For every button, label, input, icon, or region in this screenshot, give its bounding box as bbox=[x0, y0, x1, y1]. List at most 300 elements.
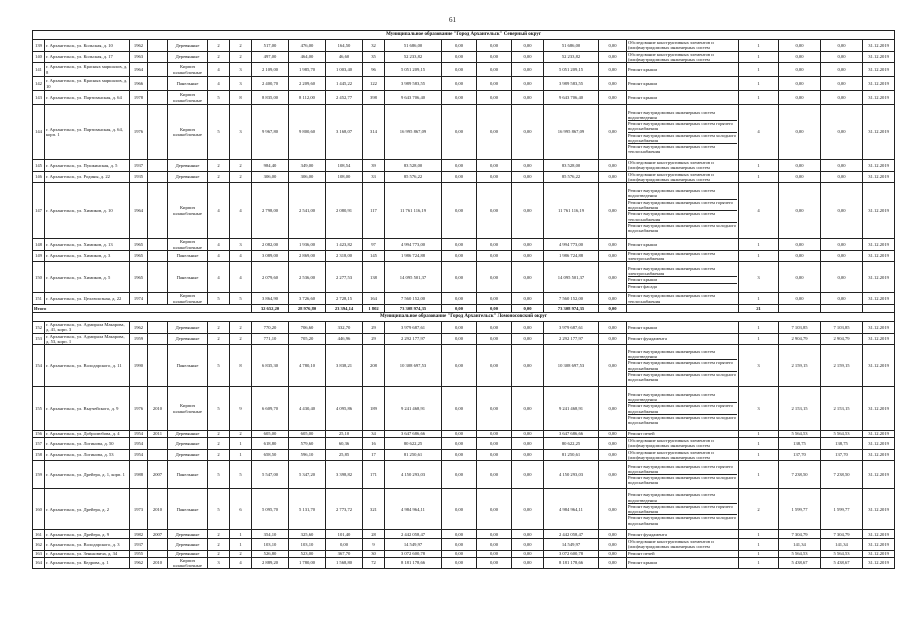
completion-date: 31.12.2019 bbox=[863, 91, 895, 105]
row-number: 147 bbox=[33, 183, 45, 239]
federal-funds: 0,00 bbox=[442, 539, 477, 551]
work-types bbox=[627, 183, 739, 239]
total-cost: 51 686,00 bbox=[385, 40, 442, 52]
regional-funds: 0,00 bbox=[477, 40, 512, 52]
work-item: Ремонт печей bbox=[628, 551, 655, 557]
owner-funds: 9 643 706,40 bbox=[544, 91, 599, 105]
regional-funds: 0,00 bbox=[477, 91, 512, 105]
max-unit-cost: 2 153,15 bbox=[821, 387, 863, 431]
build-year: 1973 bbox=[130, 489, 148, 530]
federal-funds: 0,00 bbox=[442, 431, 477, 438]
wall-material: Кирпич шлакоблочные bbox=[168, 183, 208, 239]
floors-count: 4 bbox=[208, 250, 230, 262]
work-item: Ремонт внутридомовых инженерных систем горячего водоснабжения bbox=[628, 199, 737, 211]
reconstruction-year: 2007 bbox=[148, 461, 168, 489]
residential-area: 2 773,72 bbox=[326, 489, 363, 530]
federal-funds-sum: 0,00 bbox=[442, 304, 477, 312]
work-types bbox=[627, 239, 739, 251]
residential-area: 1 423,82 bbox=[326, 239, 363, 251]
owner-funds: 10 308 697,53 bbox=[544, 345, 599, 387]
owner-funds: 1 986 724,88 bbox=[544, 250, 599, 262]
work-types bbox=[627, 387, 739, 431]
entrances-count: 2 bbox=[230, 160, 252, 172]
work-item: Ремонт внутридомовых инженерных систем водоотведения bbox=[628, 391, 715, 402]
build-year: 1955 bbox=[130, 550, 148, 557]
regional-funds: 0,00 bbox=[477, 293, 512, 305]
total-area: 526,80 bbox=[252, 550, 289, 557]
work-item: Обследование конструктивных элементов и (или)внутридомовых инженерных систем bbox=[628, 171, 714, 182]
regional-funds: 0,00 bbox=[477, 63, 512, 77]
residential-area: 332,70 bbox=[326, 321, 363, 333]
residents-count: 97 bbox=[363, 239, 385, 251]
completion-date: 31.12.2019 bbox=[863, 530, 895, 539]
address-cell: г. Архангельск, ул. Володарского, д. 11 bbox=[45, 345, 130, 387]
work-types bbox=[627, 51, 739, 63]
work-item: Обследование конструктивных элементов и (или)внутридомовых инженерных систем bbox=[628, 449, 714, 460]
federal-funds: 0,00 bbox=[442, 105, 477, 160]
owner-funds: 8 181 178,66 bbox=[544, 557, 599, 569]
repair-program-table bbox=[32, 30, 895, 569]
address-cell: г. Архангельск, ул. Дрейера, д. 2 bbox=[45, 489, 130, 530]
entrances-count: 2 bbox=[230, 321, 252, 333]
total-cost: 14 095 501,37 bbox=[385, 262, 442, 293]
work-item: Ремонт внутридомовых инженерных систем электроснабжения bbox=[628, 265, 715, 277]
local-funds: 0,00 bbox=[512, 77, 544, 91]
premises-area: 349,00 bbox=[289, 160, 326, 172]
unit-cost: 141,34 bbox=[779, 539, 821, 551]
local-funds: 0,00 bbox=[512, 51, 544, 63]
owner-funds: 2 442 058,47 bbox=[544, 530, 599, 539]
completion-date: 31.12.2019 bbox=[863, 345, 895, 387]
address-cell: г. Архангельск, ул. Адмирала Макарова, д. 53, корп. 1 bbox=[45, 333, 130, 345]
entrances-count: 8 bbox=[230, 91, 252, 105]
wall-material: Деревянные bbox=[168, 530, 208, 539]
floors-count: 4 bbox=[208, 77, 230, 91]
total-area: 3 089,00 bbox=[252, 250, 289, 262]
total-area: 984,40 bbox=[252, 160, 289, 172]
row-number: 162 bbox=[33, 539, 45, 551]
address-cell: г. Архангельск, ул. Кольская, д. 10 bbox=[45, 40, 130, 52]
work-types bbox=[627, 489, 739, 530]
max-unit-cost: 7 238,50 bbox=[821, 461, 863, 489]
work-item: Ремонт крыши bbox=[628, 560, 657, 566]
table-row bbox=[33, 333, 895, 345]
other-funds: 0,00 bbox=[599, 550, 627, 557]
completion-date: 31.12.2019 bbox=[863, 557, 895, 569]
local-funds: 0,00 bbox=[512, 63, 544, 77]
local-funds: 0,00 bbox=[512, 489, 544, 530]
completion-date: 31.12.2019 bbox=[863, 387, 895, 431]
premises-area: 4 430,40 bbox=[289, 387, 326, 431]
residents-count: 208 bbox=[363, 345, 385, 387]
wall-material: Панельные bbox=[168, 262, 208, 293]
work-item: Обследование конструктивных элементов и (или)внутридомовых инженерных систем bbox=[628, 40, 714, 51]
total-area: 497,00 bbox=[252, 51, 289, 63]
other-funds-sum: 0,00 bbox=[599, 304, 627, 312]
works-count: 1 bbox=[739, 51, 779, 63]
completion-date: 31.12.2019 bbox=[863, 77, 895, 91]
residents-count: 28 bbox=[363, 530, 385, 539]
completion-date: 31.12.2019 bbox=[863, 40, 895, 52]
row-number: 145 bbox=[33, 160, 45, 172]
regional-funds: 0,00 bbox=[477, 530, 512, 539]
local-funds: 0,00 bbox=[512, 250, 544, 262]
table-row bbox=[33, 171, 895, 183]
federal-funds: 0,00 bbox=[442, 171, 477, 183]
work-types bbox=[627, 91, 739, 105]
table-body bbox=[33, 31, 895, 569]
reconstruction-year bbox=[148, 449, 168, 461]
total-cost: 3 979 687,61 bbox=[385, 321, 442, 333]
other-funds: 0,00 bbox=[599, 431, 627, 438]
address-cell: г. Архангельск, ул. Адмирала Макарова, д. 41, корп. 3 bbox=[45, 321, 130, 333]
owner-funds: 7 560 152,00 bbox=[544, 293, 599, 305]
regional-funds: 0,00 bbox=[477, 51, 512, 63]
floors-count: 2 bbox=[208, 333, 230, 345]
work-item: Ремонт крыши bbox=[628, 66, 657, 72]
max-unit-cost: 137,70 bbox=[821, 449, 863, 461]
work-item: Ремонт внутридомовых инженерных систем горячего водоснабжения bbox=[628, 402, 737, 414]
regional-funds: 0,00 bbox=[477, 262, 512, 293]
address-cell: г. Архангельск, ул. Целлюлозная, д. 22 bbox=[45, 293, 130, 305]
local-funds: 0,00 bbox=[512, 438, 544, 450]
federal-funds: 0,00 bbox=[442, 77, 477, 91]
total-cost: 83 528,00 bbox=[385, 160, 442, 172]
work-item: Ремонт внутридомовых инженерных систем холодного водоснабжения bbox=[628, 475, 737, 486]
federal-funds: 0,00 bbox=[442, 250, 477, 262]
build-year: 1954 bbox=[130, 431, 148, 438]
reconstruction-year bbox=[148, 171, 168, 183]
owner-funds: 14 549,97 bbox=[544, 539, 599, 551]
owner-funds: 11 761 116,19 bbox=[544, 183, 599, 239]
federal-funds: 0,00 bbox=[442, 489, 477, 530]
max-unit-cost: 7 304,79 bbox=[821, 530, 863, 539]
max-unit-cost: 1 599,77 bbox=[821, 489, 863, 530]
premises-area: 5 131,70 bbox=[289, 489, 326, 530]
table-row bbox=[33, 539, 895, 551]
unit-cost: 2 904,79 bbox=[779, 333, 821, 345]
other-funds: 0,00 bbox=[599, 160, 627, 172]
work-item: Ремонт внутридомовых инженерных систем холодного водоснабжения bbox=[628, 414, 737, 426]
residential-area: 0,00 bbox=[326, 539, 363, 551]
build-year: 1962 bbox=[130, 321, 148, 333]
work-item: Обследование конструктивных элементов и (или)внутридомовых инженерных систем bbox=[628, 438, 714, 449]
row-number: 154 bbox=[33, 345, 45, 387]
address-cell: г. Архангельск, ул. Партизанская, д. 64 bbox=[45, 91, 130, 105]
owner-funds: 85 576,22 bbox=[544, 171, 599, 183]
work-item: Ремонт крыши bbox=[628, 80, 657, 86]
work-item: Ремонт внутридомовых инженерных систем горячего водоснабжения bbox=[628, 463, 733, 474]
unit-cost: 0,00 bbox=[779, 250, 821, 262]
local-funds: 0,00 bbox=[512, 40, 544, 52]
max-unit-cost: 7 103,85 bbox=[821, 321, 863, 333]
floors-count: 2 bbox=[208, 550, 230, 557]
total-area: 618,80 bbox=[252, 438, 289, 450]
wall-material: Деревянные bbox=[168, 40, 208, 52]
unit-cost: 0,00 bbox=[779, 239, 821, 251]
work-item: Ремонт фундамента bbox=[628, 531, 667, 537]
reconstruction-year bbox=[148, 345, 168, 387]
section-title: Муниципальное образование "Город Архангельск" Северный округ bbox=[33, 31, 895, 40]
residential-area: 25,85 bbox=[326, 449, 363, 461]
work-types bbox=[627, 63, 739, 77]
address-cell: г. Архангельск, ул. Кедрова, д. 1 bbox=[45, 557, 130, 569]
residential-area: 60,36 bbox=[326, 438, 363, 450]
build-year: 1982 bbox=[130, 530, 148, 539]
entrances-count: 1 bbox=[230, 539, 252, 551]
build-year: 1964 bbox=[130, 183, 148, 239]
regional-funds: 0,00 bbox=[477, 345, 512, 387]
address-cell: г. Архангельск, ул. Химиков, д. 5 bbox=[45, 262, 130, 293]
owner-funds: 3 072 600,78 bbox=[544, 550, 599, 557]
premises-area: 523,00 bbox=[289, 550, 326, 557]
federal-funds: 0,00 bbox=[442, 63, 477, 77]
premises-area: 306,00 bbox=[289, 171, 326, 183]
wall-material: Деревянные bbox=[168, 171, 208, 183]
wall-material: Панельные bbox=[168, 250, 208, 262]
total-area: 6 609,70 bbox=[252, 387, 289, 431]
total-area: 306,00 bbox=[252, 171, 289, 183]
max-unit-cost: 0,00 bbox=[821, 262, 863, 293]
federal-funds: 0,00 bbox=[442, 293, 477, 305]
local-funds: 0,00 bbox=[512, 262, 544, 293]
total-cost: 7 560 152,00 bbox=[385, 293, 442, 305]
entrances-count: 4 bbox=[230, 183, 252, 239]
residents-count: 72 bbox=[363, 557, 385, 569]
completion-date: 31.12.2019 bbox=[863, 550, 895, 557]
row-number: 143 bbox=[33, 91, 45, 105]
work-types bbox=[627, 40, 739, 52]
works-count: 1 bbox=[739, 333, 779, 345]
regional-funds: 0,00 bbox=[477, 438, 512, 450]
build-year: 1959 bbox=[130, 333, 148, 345]
build-year: 1976 bbox=[130, 387, 148, 431]
federal-funds: 0,00 bbox=[442, 438, 477, 450]
entrances-count: 2 bbox=[230, 171, 252, 183]
row-number: 139 bbox=[33, 40, 45, 52]
residential-area: 2 452,77 bbox=[326, 91, 363, 105]
premises-area: 1 780,00 bbox=[289, 557, 326, 569]
reconstruction-year bbox=[148, 321, 168, 333]
premises-area: 605,00 bbox=[289, 431, 326, 438]
regional-funds: 0,00 bbox=[477, 105, 512, 160]
completion-date: 31.12.2019 bbox=[863, 171, 895, 183]
work-types bbox=[627, 557, 739, 569]
row-number: 142 bbox=[33, 77, 45, 91]
total-cost: 3 989 583,55 bbox=[385, 77, 442, 91]
local-funds: 0,00 bbox=[512, 333, 544, 345]
works-count: 1 bbox=[739, 461, 779, 489]
other-funds: 0,00 bbox=[599, 40, 627, 52]
total-area: 103,10 bbox=[252, 539, 289, 551]
other-funds: 0,00 bbox=[599, 333, 627, 345]
address-cell: г. Архангельск, ул. Кольская, д. 17 bbox=[45, 51, 130, 63]
entrances-count: 3 bbox=[230, 239, 252, 251]
row-number: 153 bbox=[33, 333, 45, 345]
works-count: 3 bbox=[739, 345, 779, 387]
residents-count: 117 bbox=[363, 183, 385, 239]
row-number: 150 bbox=[33, 262, 45, 293]
premises-area: 1 985,70 bbox=[289, 63, 326, 77]
reconstruction-year bbox=[148, 293, 168, 305]
total-cost: 8 181 178,66 bbox=[385, 557, 442, 569]
reconstruction-year: 2010 bbox=[148, 557, 168, 569]
owner-funds: 80 622,25 bbox=[544, 438, 599, 450]
work-types bbox=[627, 171, 739, 183]
build-year: 1962 bbox=[130, 557, 148, 569]
section-header-row bbox=[33, 31, 895, 40]
work-item: Ремонт внутридомовых инженерных систем водоотведения bbox=[628, 109, 715, 120]
entrances-count: 4 bbox=[230, 262, 252, 293]
floors-count: 4 bbox=[208, 63, 230, 77]
reconstruction-year bbox=[148, 250, 168, 262]
regional-funds: 0,00 bbox=[477, 321, 512, 333]
table-row bbox=[33, 40, 895, 52]
federal-funds: 0,00 bbox=[442, 461, 477, 489]
premises-area-sum: 28 976,80 bbox=[289, 304, 326, 312]
residents-sum: 1 802 bbox=[363, 304, 385, 312]
work-types bbox=[627, 345, 739, 387]
total-area: 605,00 bbox=[252, 431, 289, 438]
table-row bbox=[33, 461, 895, 489]
residential-area-sum: 23 394,14 bbox=[326, 304, 363, 312]
table-row bbox=[33, 293, 895, 305]
local-funds: 0,00 bbox=[512, 160, 544, 172]
row-number: 160 bbox=[33, 489, 45, 530]
floors-count: 4 bbox=[208, 262, 230, 293]
local-funds: 0,00 bbox=[512, 345, 544, 387]
total-cost: 4 994 773,00 bbox=[385, 239, 442, 251]
completion-date: 31.12.2019 bbox=[863, 333, 895, 345]
row-number: 164 bbox=[33, 557, 45, 569]
local-funds: 0,00 bbox=[512, 293, 544, 305]
row-number: 155 bbox=[33, 387, 45, 431]
federal-funds: 0,00 bbox=[442, 183, 477, 239]
owner-funds: 51 686,00 bbox=[544, 40, 599, 52]
total-area: 2 082,00 bbox=[252, 239, 289, 251]
table-row bbox=[33, 51, 895, 63]
unit-cost-empty bbox=[779, 304, 821, 312]
wall-material: Деревянные bbox=[168, 321, 208, 333]
works-count: 1 bbox=[739, 239, 779, 251]
federal-funds: 0,00 bbox=[442, 530, 477, 539]
max-unit-cost: 0,00 bbox=[821, 183, 863, 239]
build-year: 1962 bbox=[130, 40, 148, 52]
federal-funds: 0,00 bbox=[442, 160, 477, 172]
residents-count: 171 bbox=[363, 461, 385, 489]
works-count: 1 bbox=[739, 171, 779, 183]
total-area: 771,10 bbox=[252, 333, 289, 345]
row-number: 159 bbox=[33, 461, 45, 489]
unit-cost: 0,00 bbox=[779, 51, 821, 63]
residents-count: 29 bbox=[363, 333, 385, 345]
residents-count: 34 bbox=[363, 431, 385, 438]
total-row bbox=[33, 304, 895, 312]
row-number: 148 bbox=[33, 239, 45, 251]
residential-area: 3 168,07 bbox=[326, 105, 363, 160]
unit-cost: 5 564,53 bbox=[779, 550, 821, 557]
wall-material: Кирпич шлакоблочные bbox=[168, 239, 208, 251]
work-item: Ремонт внутридомовых инженерных систем теплоснабжения bbox=[628, 210, 737, 222]
work-types bbox=[627, 438, 739, 450]
build-year: 1965 bbox=[130, 250, 148, 262]
regional-funds: 0,00 bbox=[477, 183, 512, 239]
address-cell: г. Архангельск, ул. Химиков, д. 13 bbox=[45, 239, 130, 251]
total-area: 2 400,70 bbox=[252, 77, 289, 91]
premises-area: 4 780,10 bbox=[289, 345, 326, 387]
address-cell: г. Архангельск, ул. Партизанская, д. 64, корп. 1 bbox=[45, 105, 130, 160]
regional-funds: 0,00 bbox=[477, 160, 512, 172]
regional-funds: 0,00 bbox=[477, 550, 512, 557]
premises-area: 2 536,00 bbox=[289, 262, 326, 293]
premises-area: 2 541,00 bbox=[289, 183, 326, 239]
owner-funds: 4 150 293,03 bbox=[544, 461, 599, 489]
row-number: 144 bbox=[33, 105, 45, 160]
total-cost: 3 072 600,78 bbox=[385, 550, 442, 557]
wall-material: Кирпич шлакоблочные bbox=[168, 387, 208, 431]
wall-material: Кирпич шлакоблочные bbox=[168, 557, 208, 569]
federal-funds: 0,00 bbox=[442, 321, 477, 333]
work-types bbox=[627, 250, 739, 262]
total-cost: 9 643 706,40 bbox=[385, 91, 442, 105]
floors-count: 5 bbox=[208, 105, 230, 160]
reconstruction-year bbox=[148, 160, 168, 172]
residents-count: 29 bbox=[363, 321, 385, 333]
local-funds: 0,00 bbox=[512, 321, 544, 333]
premises-area: 325,60 bbox=[289, 530, 326, 539]
residential-area: 2 728,15 bbox=[326, 293, 363, 305]
address-cell: г. Архангельск, ул. Химиков, д. 3 bbox=[45, 250, 130, 262]
build-year: 1988 bbox=[130, 461, 148, 489]
residential-area: 1 003,40 bbox=[326, 63, 363, 77]
other-funds: 0,00 bbox=[599, 77, 627, 91]
reconstruction-year bbox=[148, 262, 168, 293]
completion-date: 31.12.2019 bbox=[863, 239, 895, 251]
unit-cost: 0,00 bbox=[779, 160, 821, 172]
local-funds: 0,00 bbox=[512, 539, 544, 551]
regional-funds: 0,00 bbox=[477, 387, 512, 431]
total-cost: 52 233,82 bbox=[385, 51, 442, 63]
residents-count: 164 bbox=[363, 293, 385, 305]
owner-funds: 5 051 209,15 bbox=[544, 63, 599, 77]
table-row bbox=[33, 438, 895, 450]
build-year: 1937 bbox=[130, 539, 148, 551]
regional-funds-sum: 0,00 bbox=[477, 304, 512, 312]
max-unit-cost: 5 438,67 bbox=[821, 557, 863, 569]
work-item: Ремонт крыши bbox=[628, 324, 657, 330]
reconstruction-year bbox=[148, 105, 168, 160]
residents-count: 33 bbox=[363, 171, 385, 183]
owner-funds: 3 979 687,61 bbox=[544, 321, 599, 333]
total-area: 5 095,70 bbox=[252, 489, 289, 530]
residents-count: 9 bbox=[363, 539, 385, 551]
max-unit-cost: 5 564,53 bbox=[821, 550, 863, 557]
address-cell: г. Архангельск, ул. Родины, д. 22 bbox=[45, 171, 130, 183]
completion-date: 31.12.2019 bbox=[863, 105, 895, 160]
row-number: 149 bbox=[33, 250, 45, 262]
completion-date: 31.12.2019 bbox=[863, 262, 895, 293]
completion-date-empty bbox=[863, 304, 895, 312]
completion-date: 31.12.2019 bbox=[863, 51, 895, 63]
work-types bbox=[627, 550, 739, 557]
wall-material: Кирпич шлакоблочные bbox=[168, 63, 208, 77]
total-area: 6 835,30 bbox=[252, 345, 289, 387]
completion-date: 31.12.2019 bbox=[863, 438, 895, 450]
total-cost: 3 647 686,66 bbox=[385, 431, 442, 438]
floors-count: 2 bbox=[208, 160, 230, 172]
federal-funds: 0,00 bbox=[442, 550, 477, 557]
unit-cost: 0,00 bbox=[779, 293, 821, 305]
